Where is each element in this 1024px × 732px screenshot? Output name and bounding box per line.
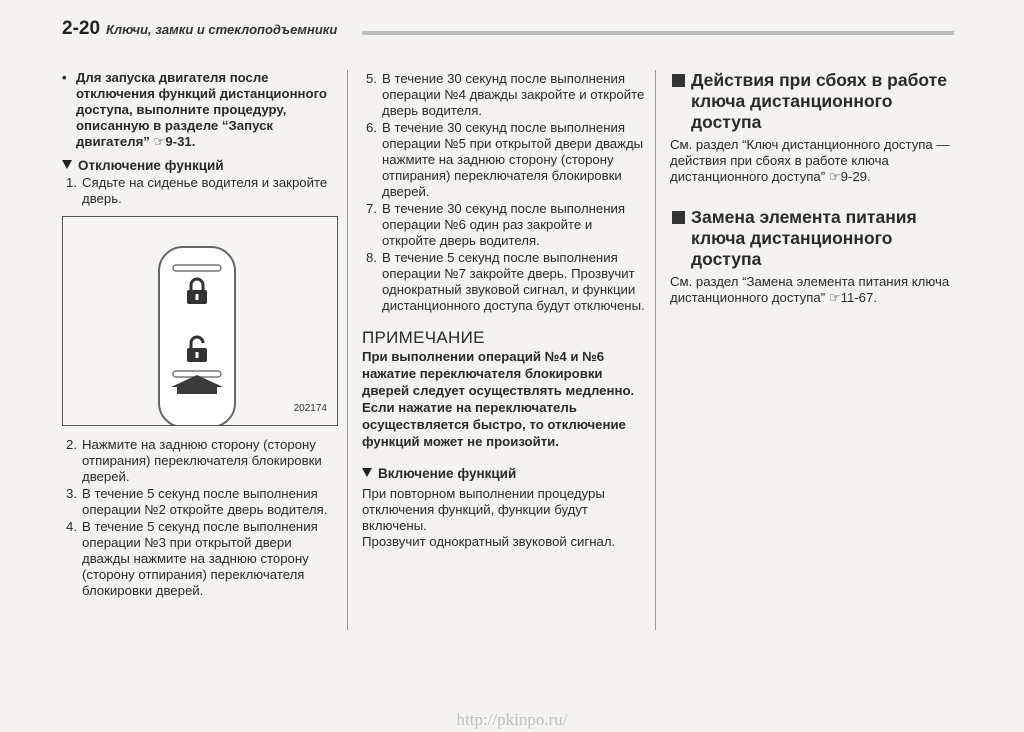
key-fob-figure bbox=[62, 216, 338, 426]
battery-heading bbox=[670, 207, 954, 270]
square-bullet-icon bbox=[672, 74, 685, 87]
page-header bbox=[62, 18, 954, 44]
column-right bbox=[670, 70, 954, 306]
watermark-link: http://pkinpo.ru/ bbox=[456, 710, 568, 729]
enable-text: При повторном выполнении процедуры отключения функций, функции будут включены. bbox=[362, 486, 605, 533]
step-text: В течение 5 секунд после выполнения операции №3 при открытой двери дважды нажмите на заднюю сторону (сторону отпирания) переключателя блокировки дверей. bbox=[82, 519, 318, 598]
column-divider bbox=[347, 70, 348, 630]
step-number: 8. bbox=[366, 250, 377, 265]
column-left bbox=[62, 70, 338, 599]
enable-text: Прозвучит однократный звуковой сигнал. bbox=[362, 534, 616, 549]
step-number: 1. bbox=[66, 175, 77, 190]
step-number: 2. bbox=[66, 437, 77, 452]
step-item bbox=[62, 519, 338, 599]
step-number: 7. bbox=[366, 201, 377, 216]
troubleshooting-text: См. раздел “Ключ дистанционного доступа — действия при сбоях в работе ключа дистанционного доступа” ☞9-29. bbox=[670, 137, 950, 184]
step-number: 5. bbox=[366, 71, 377, 86]
step-item bbox=[62, 437, 338, 485]
page-number: 2-20 bbox=[62, 18, 101, 39]
column-middle bbox=[362, 70, 646, 550]
step-number: 4. bbox=[66, 519, 77, 534]
figure-label: 202174 bbox=[293, 403, 327, 414]
section-title: Ключи, замки и стеклоподъемники bbox=[106, 22, 338, 37]
step-number: 3. bbox=[66, 486, 77, 501]
step-text: Нажмите на заднюю сторону (сторону отпирания) переключателя блокировки дверей. bbox=[82, 437, 322, 484]
bullet-mark: • bbox=[62, 70, 67, 85]
step-text: В течение 30 секунд после выполнения операции №6 один раз закройте и откройте дверь водителя. bbox=[382, 201, 626, 248]
disable-heading bbox=[62, 158, 338, 174]
column-divider bbox=[655, 70, 656, 630]
note-title: ПРИМЕЧАНИЕ bbox=[362, 328, 485, 347]
battery-text: См. раздел “Замена элемента питания ключа дистанционного доступа” ☞11-67. bbox=[670, 274, 950, 305]
header-rule bbox=[362, 31, 954, 35]
step-text: Сядьте на сиденье водителя и закройте дверь. bbox=[82, 175, 328, 206]
step-item bbox=[62, 486, 338, 518]
step-item bbox=[362, 120, 646, 200]
triangle-bullet-icon bbox=[362, 468, 372, 477]
enable-heading-text: Включение функций bbox=[378, 466, 517, 481]
triangle-bullet-icon bbox=[62, 160, 72, 169]
step-text: В течение 5 секунд после выполнения операции №7 закройте дверь. Прозвучит однократный звуковой сигнал, и функции дистанционного доступа будут отключены. bbox=[382, 250, 645, 313]
square-bullet-icon bbox=[672, 211, 685, 224]
troubleshooting-heading-text: Действия при сбоях в работе ключа дистанционного доступа bbox=[691, 70, 947, 132]
step-item bbox=[362, 201, 646, 249]
intro-bullet bbox=[62, 70, 338, 150]
step-text: В течение 30 секунд после выполнения операции №5 при открытой двери дважды нажмите на заднюю сторону (сторону отпирания) переключателя блокировки дверей. bbox=[382, 120, 644, 199]
enable-heading bbox=[362, 466, 646, 482]
battery-heading-text: Замена элемента питания ключа дистанционного доступа bbox=[691, 207, 917, 269]
step-text: В течение 30 секунд после выполнения операции №4 дважды закройте и откройте дверь водителя. bbox=[382, 71, 645, 118]
note-text: При выполнении операций №4 и №6 нажатие переключателя блокировки дверей следует осуществлять медленно. Если нажатие на переключатель осуществляется быстро, то отключение функций может не произойти. bbox=[362, 349, 635, 449]
step-number: 6. bbox=[366, 120, 377, 135]
step-item bbox=[362, 71, 646, 119]
key-fob-illustration bbox=[63, 217, 337, 425]
step-item bbox=[362, 250, 646, 314]
disable-heading-text: Отключение функций bbox=[78, 158, 224, 173]
intro-bullet-text: Для запуска двигателя после отключения функций дистанционного доступа, выполните процедуру, описанную в разделе “Запуск двигателя” ☞9-31. bbox=[76, 70, 327, 149]
troubleshooting-heading bbox=[670, 70, 954, 133]
step-item bbox=[62, 175, 338, 207]
step-text: В течение 5 секунд после выполнения операции №2 откройте дверь водителя. bbox=[82, 486, 328, 517]
